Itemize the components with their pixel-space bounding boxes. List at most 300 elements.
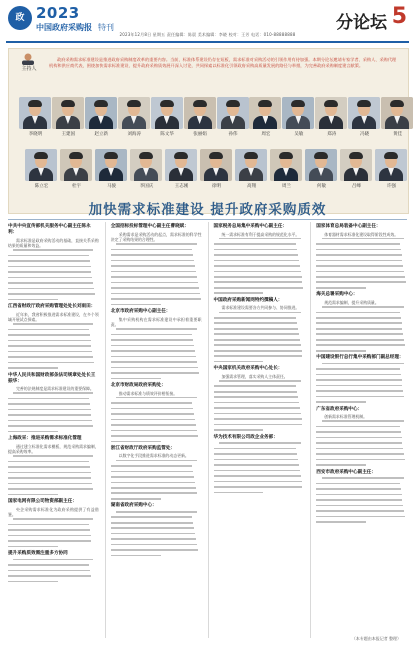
body-text-lines [316, 306, 407, 351]
body-text-lines [214, 442, 305, 493]
text-line [322, 420, 405, 422]
text-line [13, 392, 93, 394]
text-line [214, 271, 301, 273]
body-text-lines [316, 477, 407, 522]
footer-credit: （本专题由本报记者 整理） [351, 636, 401, 641]
expert-name: 张丽娟 [193, 132, 207, 137]
expert-card [85, 97, 118, 137]
section-heading: 中国建设银行总行集中采购部门副总经理： [316, 355, 404, 361]
text-line [316, 249, 400, 251]
text-line [111, 334, 193, 336]
expert-name: 吕峰 [352, 184, 361, 189]
body-paragraph: 统一需求标准有利于提高采购的规范化水平。 [221, 231, 300, 237]
text-line [8, 340, 91, 342]
body-text-lines [316, 420, 407, 465]
text-line [214, 276, 302, 278]
text-line [214, 249, 297, 251]
text-line [316, 344, 405, 346]
section-heading: 海关总署采购中心： [316, 292, 358, 298]
expert-photo [348, 97, 380, 129]
text-line [316, 499, 402, 501]
text-line [8, 425, 93, 427]
expert-photo [85, 97, 117, 129]
text-line [214, 355, 303, 357]
expert-photo [249, 97, 281, 129]
text-line [8, 466, 90, 468]
body-text-lines [111, 460, 202, 500]
brand-name: 中国政府采购报 [36, 23, 92, 32]
text-line [8, 362, 94, 364]
text-line [8, 420, 92, 422]
body-text-lines [111, 397, 202, 442]
text-line [316, 312, 399, 314]
text-line [316, 350, 366, 352]
expert-name: 陈立宏 [34, 184, 49, 189]
text-line [214, 260, 299, 262]
text-line [8, 282, 93, 284]
text-line [316, 488, 400, 490]
body-text-lines [8, 518, 99, 547]
expert-card [118, 97, 151, 137]
text-line [214, 470, 300, 472]
text-line [214, 265, 300, 267]
text-line [111, 356, 196, 358]
expert-card [165, 149, 198, 189]
body-text-lines [214, 380, 305, 431]
text-line [111, 367, 198, 369]
text-line [316, 448, 403, 450]
text-line [111, 361, 197, 363]
text-line [316, 426, 399, 428]
text-line [316, 374, 400, 376]
expert-photo [52, 97, 84, 129]
section-heading: 江西省财政厅政府采购管理处处长刘雨田： [8, 304, 96, 310]
text-line [214, 402, 299, 404]
text-line [322, 238, 405, 240]
text-line [316, 260, 402, 262]
text-line [111, 249, 193, 251]
text-line [214, 475, 301, 477]
text-line [316, 516, 405, 518]
body-text-lines [8, 249, 99, 300]
headline: 加快需求标准建设 提升政府采购质效 [88, 202, 327, 218]
expert-name: 吴敏 [294, 132, 304, 137]
text-line [111, 538, 196, 540]
expert-card [315, 97, 348, 137]
expert-name: 王建国 [61, 132, 76, 137]
text-line [111, 419, 195, 421]
section-heading: 华为技术有限公司政企业务部： [213, 434, 278, 440]
section-heading: 广东省政府采购中心： [316, 406, 363, 412]
text-line [8, 431, 58, 433]
text-line [111, 402, 193, 404]
text-line [214, 287, 304, 289]
text-line [316, 505, 403, 507]
intro-text: 政府采购需求标准建设是推进政府采购制度改革的重要内容。当前，标准体系建设仍存在短板，需求标准对采购活动的引领作用有待加强。本期分论坛邀请专家学者、采购人、采购代理机构和供应商代表，围绕加快需求标准建设、提升政府采购质效展开深入讨论，共同探索以标准化引领政府采购高质量发展的路径与举措，为完善政府采购制度建言献策。 [49, 57, 397, 69]
body-paragraph: 体育器材需求标准化建设取得阶段性成效。 [324, 231, 399, 237]
body-text-lines [8, 455, 99, 495]
text-line [316, 483, 399, 485]
expert-card [235, 149, 268, 189]
expert-name: 郑涛 [327, 132, 337, 137]
expert-name: 何敏 [317, 184, 326, 189]
body-paragraph: 需求标准建设需要各方共同参与、协同推进。 [221, 305, 300, 311]
text-line [214, 281, 303, 283]
text-line [8, 356, 93, 358]
text-line [111, 265, 195, 267]
body-text-lines [111, 511, 202, 556]
text-line [8, 299, 58, 301]
text-line [214, 350, 302, 352]
dateline: 2023年12月8日 星期五 责任编辑：陈晨 美术编辑：李晓 校对：王芳 电话：010-88888888 [119, 32, 296, 37]
expert-name: 马骏 [107, 184, 116, 189]
expert-name: 李国庆 [139, 184, 154, 189]
page-number: 5 [391, 4, 407, 29]
section-heading: 中央国家机关政府采购中心处长： [213, 366, 283, 372]
expert-card [375, 149, 408, 189]
section-heading: 国家税务总局集中采购中心副主任： [213, 224, 288, 229]
body-paragraph: 创新需求标准管理机制。 [324, 414, 368, 420]
text-line [316, 243, 399, 245]
section-heading: 湖南省政府采购中心： [110, 503, 157, 509]
article-columns [8, 222, 407, 638]
text-line [111, 430, 197, 432]
expert-card [95, 149, 128, 189]
text-line [13, 323, 93, 325]
expert-card [348, 97, 381, 137]
expert-name: 周宏 [261, 132, 271, 137]
text-line [214, 459, 298, 461]
text-line [214, 339, 300, 341]
text-line [111, 522, 194, 524]
text-line [13, 559, 93, 561]
section-heading: 西安市政府采购中心副主任： [316, 469, 376, 475]
expert-name: 杜宇 [72, 184, 81, 189]
text-line [214, 243, 297, 245]
section-title: 分论坛 [336, 13, 387, 33]
text-line [322, 306, 405, 308]
text-line [8, 472, 91, 474]
expert-name: 刘海涛 [127, 132, 141, 137]
body-text-lines [316, 238, 407, 289]
text-line [316, 322, 401, 324]
expert-photo [165, 149, 197, 181]
text-line [214, 424, 303, 426]
expert-card [305, 149, 338, 189]
body-paragraph: 采购需求是采购活动的起点，需求标准的科学性决定了采购结果的合理性。 [110, 231, 202, 243]
text-line [111, 465, 193, 467]
expert-card [19, 97, 52, 137]
body-text-lines [214, 312, 305, 363]
expert-card [151, 97, 184, 137]
article-column [310, 222, 407, 638]
body-paragraph: 需求标准是政府采购活动的基础，直接关系采购结果的质量和效益。 [8, 237, 99, 249]
text-line [316, 317, 400, 319]
text-line [111, 304, 161, 306]
text-line [8, 345, 91, 347]
body-text-lines [8, 559, 99, 583]
text-line [316, 442, 402, 444]
text-line [316, 281, 406, 283]
text-line [316, 368, 399, 370]
brand-special: 特刊 [98, 23, 114, 32]
text-line [316, 339, 404, 341]
text-line [214, 492, 264, 494]
text-line [316, 265, 403, 267]
expert-name: 孙伟 [228, 132, 238, 137]
section-heading: 全国招标投标管理中心副主任曹晓斌： [110, 224, 189, 229]
text-line [214, 333, 299, 335]
text-line [8, 546, 58, 548]
expert-card [60, 149, 93, 189]
text-line [322, 363, 405, 365]
expert-name: 高翔 [247, 184, 256, 189]
text-line [111, 498, 161, 500]
text-line [214, 481, 302, 483]
text-line [214, 361, 264, 363]
text-line [316, 494, 401, 496]
text-line [316, 379, 401, 381]
expert-name: 冯晓 [360, 132, 370, 137]
text-line [316, 437, 401, 439]
expert-photo [270, 149, 302, 181]
text-line [316, 328, 402, 330]
text-line [316, 401, 366, 403]
text-line [111, 527, 194, 529]
expert-card [217, 97, 250, 137]
expert-card [130, 149, 163, 189]
expert-photo [60, 149, 92, 181]
expert-name: 陈文华 [160, 132, 174, 137]
text-line [8, 351, 92, 353]
text-line [111, 544, 197, 546]
text-line [8, 570, 90, 572]
text-line [8, 329, 89, 331]
masthead [6, 4, 409, 40]
text-line [316, 510, 404, 512]
text-line [111, 408, 194, 410]
expert-photo [217, 97, 249, 129]
section-heading: 中国政府采购新闻网特约撰稿人： [213, 297, 283, 303]
text-line [111, 372, 199, 374]
text-line [8, 529, 90, 531]
expert-row-1 [19, 97, 414, 137]
text-line [8, 334, 90, 336]
expert-card [340, 149, 373, 189]
text-line [116, 511, 197, 513]
text-line [111, 533, 195, 535]
section-heading: 浙江省财政厅政府采购监管处： [110, 445, 176, 451]
text-line [116, 243, 197, 245]
expert-photo [184, 97, 216, 129]
text-line [111, 413, 194, 415]
body-paragraph: 集中采购机构在需求标准建设中承担着重要职责。 [110, 316, 202, 328]
text-line [111, 260, 194, 262]
body-paragraph: 完善的法规制度是需求标准建设的重要保障。 [16, 386, 94, 392]
text-line [316, 390, 403, 392]
body-text-lines [8, 392, 99, 432]
text-line [316, 453, 404, 455]
text-line [214, 429, 264, 431]
text-line [219, 312, 301, 314]
text-line [214, 418, 302, 420]
expert-photo [381, 97, 413, 129]
text-line [8, 581, 58, 583]
text-line [111, 424, 196, 426]
text-line [316, 396, 404, 398]
expert-photo [340, 149, 372, 181]
text-line [8, 488, 93, 490]
expert-card [184, 97, 217, 137]
text-line [111, 555, 161, 557]
text-line [111, 345, 194, 347]
text-line [214, 453, 297, 455]
text-line [214, 391, 297, 393]
text-line [316, 464, 366, 466]
text-line [322, 477, 405, 479]
expert-photo [305, 149, 337, 181]
text-line [8, 524, 89, 526]
text-line [111, 482, 195, 484]
host-label: 主持人 [21, 66, 37, 72]
text-line [316, 459, 405, 461]
expert-name: 王志刚 [174, 184, 189, 189]
text-line [214, 464, 299, 466]
text-line [111, 487, 196, 489]
text-line [316, 254, 401, 256]
text-line [8, 255, 89, 257]
body-paragraph: 规范需求编制，提升采购质量。 [324, 299, 379, 305]
intro-panel [8, 48, 409, 214]
text-line [8, 414, 91, 416]
text-line [316, 333, 403, 335]
section-heading: 提升采购质效需注重多方协同 [8, 551, 68, 557]
expert-card [200, 149, 233, 189]
text-line [111, 492, 197, 494]
section-heading: 国家电网有限公司物资部副主任： [8, 499, 77, 505]
expert-name: 赵立新 [94, 132, 109, 137]
text-line [13, 455, 93, 457]
expert-card [282, 97, 315, 137]
text-line [8, 288, 94, 290]
section-heading: 北京市政府采购中心副主任： [110, 309, 171, 314]
text-line [116, 460, 197, 462]
expert-row-2 [19, 149, 414, 189]
text-line [111, 378, 161, 380]
expert-photo [200, 149, 232, 181]
expert-photo [19, 97, 51, 129]
expert-photo [25, 149, 57, 181]
text-line [214, 407, 300, 409]
expert-card [270, 149, 303, 189]
expert-name: 许强 [387, 184, 396, 189]
expert-photo [375, 149, 407, 181]
text-line [214, 317, 297, 319]
text-line [316, 521, 366, 523]
text-line [219, 442, 301, 444]
text-line [8, 260, 90, 262]
expert-name: 徐明 [212, 184, 221, 189]
text-line [214, 486, 303, 488]
body-paragraph: 近年来，我省积极推进需求标准建设，在多个领域开展试点探索。 [8, 311, 99, 323]
text-line [111, 254, 194, 256]
expert-name: 黄佳 [393, 132, 403, 137]
text-line [8, 483, 92, 485]
text-line [111, 476, 194, 478]
text-line [214, 448, 297, 450]
text-line [8, 461, 89, 463]
body-paragraph: 通过建立标准化需求模板，规范采购需求编制，提高采购效率。 [8, 443, 99, 455]
text-line [13, 249, 93, 251]
text-line [316, 287, 366, 289]
section-heading: 中华人民共和国财政部条法司规章处处长王振华： [8, 372, 96, 384]
text-line [111, 298, 201, 300]
text-line [214, 385, 297, 387]
text-line [8, 494, 58, 496]
text-line [8, 535, 91, 537]
text-line [219, 380, 301, 382]
text-line [8, 271, 91, 273]
expert-photo [118, 97, 150, 129]
text-line [13, 518, 93, 520]
body-text-lines [111, 328, 202, 379]
brand-year: 2023 [36, 4, 80, 22]
host-avatar-icon [17, 53, 39, 65]
newspaper-logo-icon: 政 [8, 6, 32, 30]
text-line [316, 431, 400, 433]
body-paragraph: 加强需求管理，落实采购人主体责任。 [221, 373, 288, 379]
expert-card [25, 149, 58, 189]
text-line [116, 328, 197, 330]
expert-photo [130, 149, 162, 181]
text-line [111, 339, 194, 341]
expert-name: 周兰 [282, 184, 291, 189]
text-line [214, 322, 297, 324]
text-line [8, 540, 91, 542]
expert-card [381, 97, 414, 137]
text-line [116, 397, 197, 399]
text-line [111, 441, 161, 443]
body-paragraph: 以数字化手段推进需求标准的动态更新。 [118, 453, 189, 459]
body-paragraph: 央企采购需求标准化为政府采购提供了有益借鉴。 [8, 506, 99, 518]
text-line [214, 328, 298, 330]
expert-photo [95, 149, 127, 181]
text-line [8, 403, 90, 405]
body-text-lines [8, 323, 99, 368]
text-line [214, 344, 301, 346]
text-line [8, 367, 58, 369]
text-line [111, 282, 198, 284]
text-line [111, 276, 197, 278]
text-line [214, 413, 301, 415]
body-paragraph: 推动需求标准与绩效评价相衔接。 [118, 390, 178, 396]
article-column [8, 222, 99, 638]
text-line [219, 238, 301, 240]
text-line [111, 287, 199, 289]
headline-rule [8, 219, 407, 220]
text-line [8, 277, 92, 279]
text-line [111, 516, 193, 518]
text-line [8, 564, 89, 566]
section-heading: 国家体育总局装备中心副主任： [316, 224, 381, 229]
expert-photo [151, 97, 183, 129]
body-text-lines [111, 243, 202, 305]
text-line [316, 385, 402, 387]
text-line [214, 396, 298, 398]
body-text-lines [214, 238, 305, 294]
text-line [8, 398, 89, 400]
text-line [8, 293, 95, 295]
